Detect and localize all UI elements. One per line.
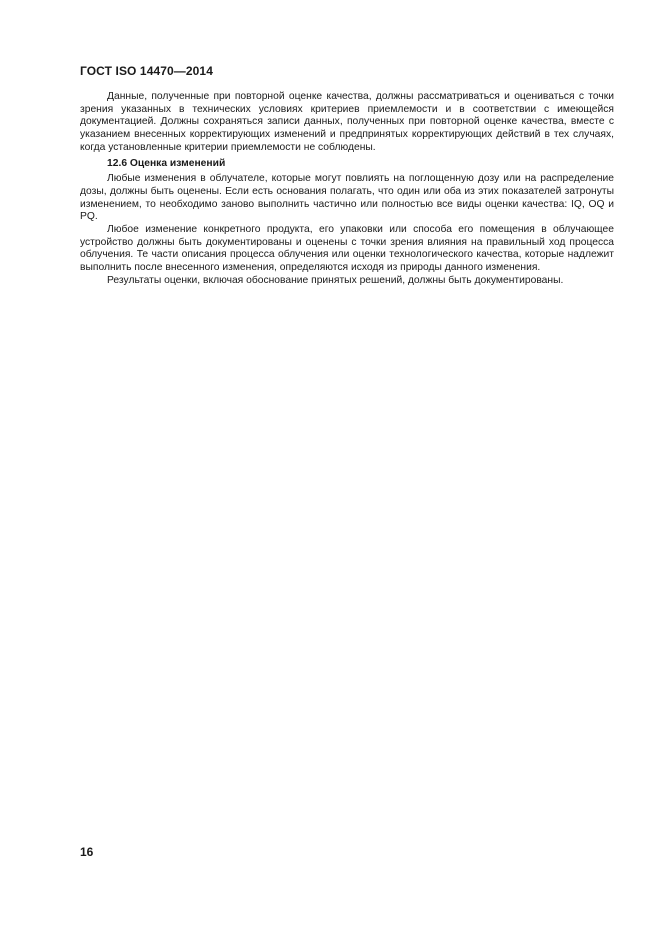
section-paragraph-1: Любые изменения в облучателе, которые могут повлиять на поглощенную дозу или на распределение дозы, должны быть оценены. Если есть основания полагать, что один или оба из этих показателей затронуты изменением, то необходимо заново выполнить частично или полностью все виды оценки качества: IQ, OQ и PQ.	[80, 173, 614, 223]
section-paragraph-2: Любое изменение конкретного продукта, его упаковки или способа его помещения в облучающее устройство должны быть документированы и оценены с точки зрения влияния на правильный ход процесса облучения. Те части описания процесса облучения или оценки технологического качества, которые надлежит выполнить после внесенного изменения, определяются исходя из природы данного изменения.	[80, 224, 614, 274]
page-number: 16	[80, 845, 94, 859]
section-paragraph-3: Результаты оценки, включая обоснование принятых решений, должны быть документированы.	[107, 274, 564, 286]
page-header-standard-id: ГОСТ ISO 14470—2014	[80, 64, 213, 78]
intro-paragraph: Данные, полученные при повторной оценке качества, должны рассматриваться и оцениваться с точки зрения указанных в технических условиях критериев приемлемости и в соответствии с имеющейся документацией. Должны сохраняться записи данных, полученных при повторной оценке качества, вместе с указанием внесенных корректирующих изменений и предпринятых корректирующих действий в тех случаях, когда установленные критерии приемлемости не соблюдены.	[80, 91, 614, 153]
section-heading: 12.6 Оценка изменений	[107, 157, 226, 169]
document-body	[80, 91, 614, 288]
